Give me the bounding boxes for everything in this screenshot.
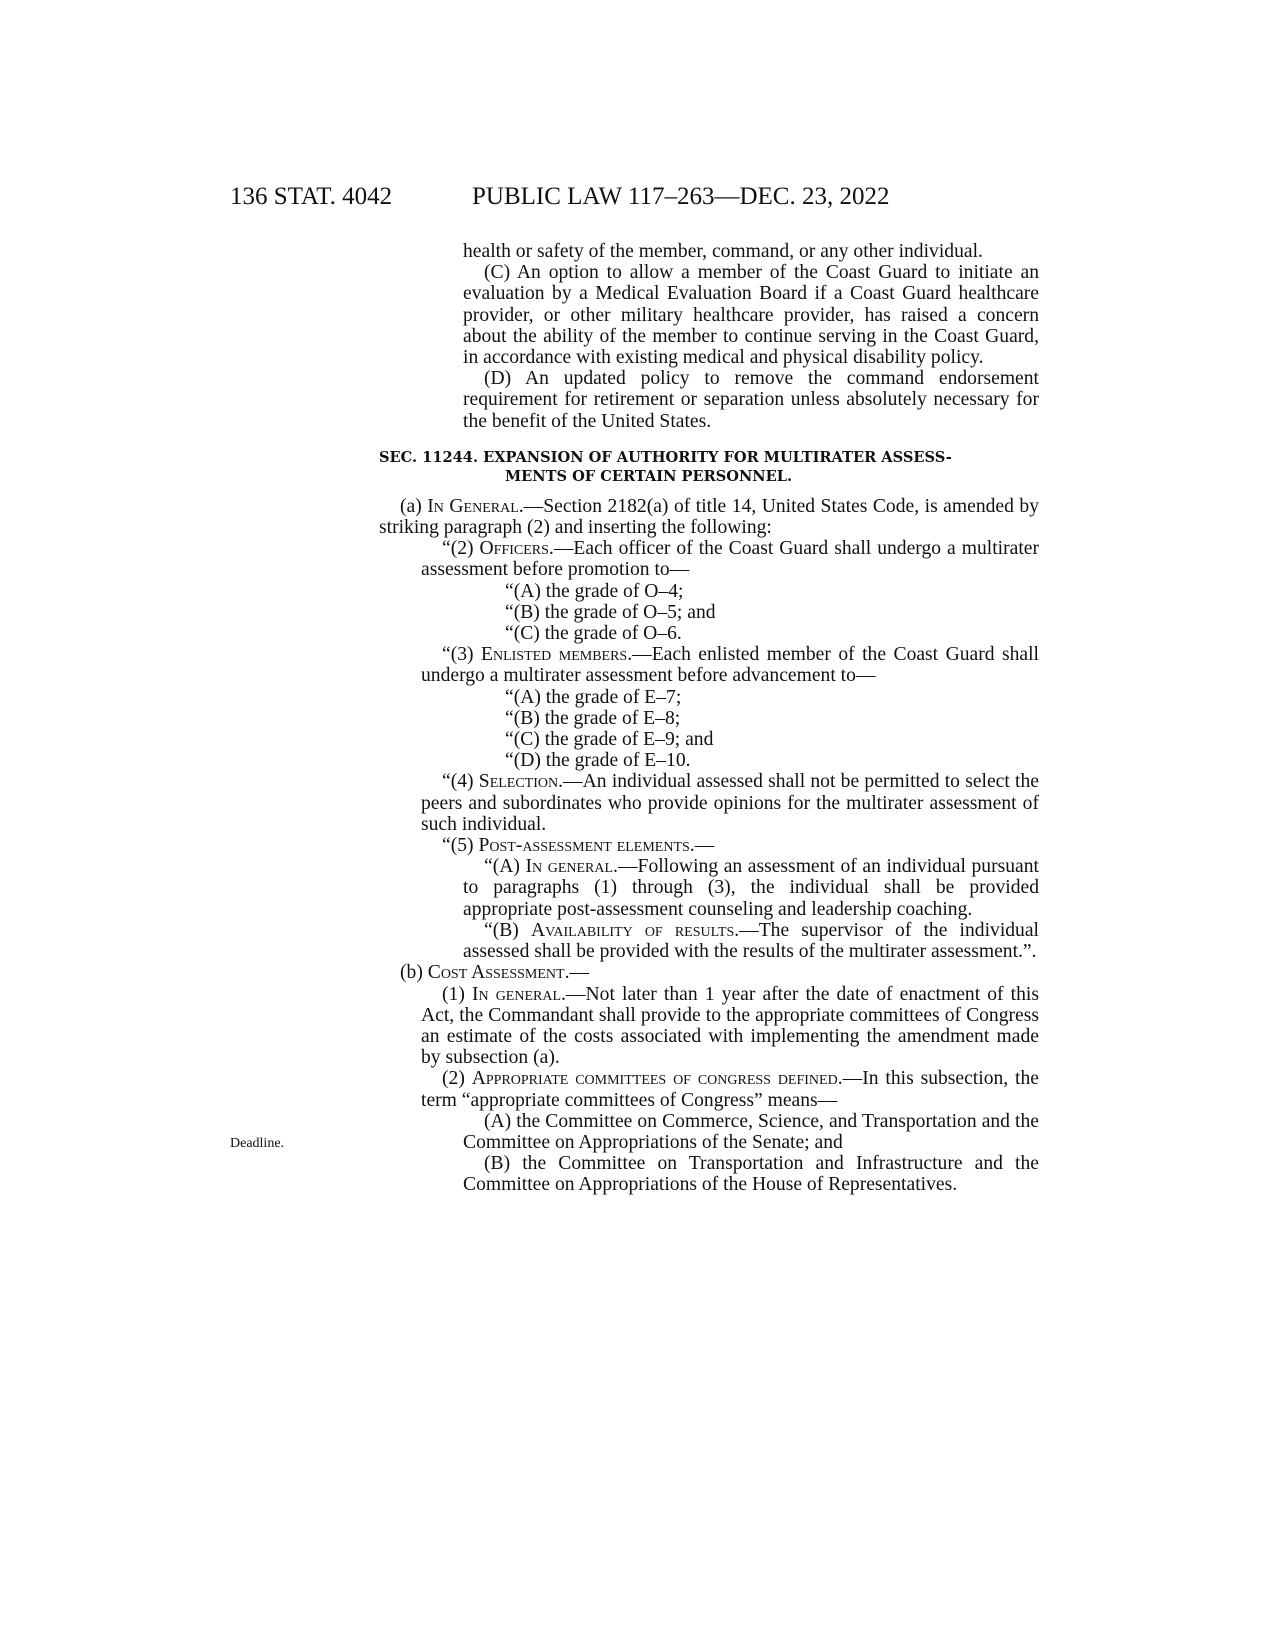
b2-heading: Appropriate committees of congress defined.	[471, 1068, 843, 1090]
list-item: “(A) the grade of E–7;	[505, 686, 682, 708]
paragraph-5-post-assessment: “(5) Post-assessment elements.—	[442, 835, 715, 857]
margin-note-deadline: Deadline.	[230, 1136, 285, 1151]
paragraph-b2B: (B) the Committee on Transportation and Infrastructure and the Committee on Appropriations of the House of Representatives.	[463, 1153, 1039, 1196]
enlisted-heading: Enlisted members.	[481, 644, 633, 666]
paragraph-2-officers: “(2) Officers.—Each officer of the Coast Guard shall undergo a multirater assessment before promotion to—	[421, 538, 1039, 581]
paragraph-D: (D) An updated policy to remove the command endorsement requirement for retirement or separation unless absolutely necessary for the benefit of the United States.	[463, 368, 1039, 432]
paragraph-5A: “(A) In general.—Following an assessment of an individual pursuant to paragraphs (1) through (3), the individual shall be provided appropriate post-assessment counseling and leadership coaching.	[463, 856, 1039, 920]
paragraph-b2A: (A) the Committee on Commerce, Science, and Transportation and the Committee on Appropriations of the Senate; and	[463, 1110, 1039, 1153]
paragraph-C: (C) An option to allow a member of the Coast Guard to initiate an evaluation by a Medical Evaluation Board if a Coast Guard healthcare provider, or other military healthcare provider, has raised a concern about the ability of the member to continue serving in the Coast Guard, in accordance with existing medical and physical disability policy.	[463, 262, 1039, 369]
subsection-a: (a) In General.—Section 2182(a) of title 14, United States Code, is amended by striking paragraph (2) and inserting the following:	[379, 495, 1040, 539]
paragraph-3-enlisted: “(3) Enlisted members.—Each enlisted member of the Coast Guard shall undergo a multirater assessment before advancement to—	[421, 644, 1039, 687]
subsection-b: (b) Cost Assessment.—	[400, 962, 590, 984]
paragraph-b1: (1) In general.—Not later than 1 year after the date of enactment of this Act, the Commandant shall provide to the appropriate committees of Congress an estimate of the costs associated with implementing the amendment made by subsection (a).	[421, 983, 1039, 1069]
b1-heading: In general.	[471, 983, 566, 1005]
list-item: “(C) the grade of O–6.	[505, 623, 682, 645]
officers-heading: Officers.	[479, 538, 554, 560]
stat-reference: 136 STAT. 4042	[230, 183, 393, 210]
subsection-a-heading: In General.	[427, 495, 524, 517]
paragraph-continuation: health or safety of the member, command, or any other individual.	[463, 241, 983, 262]
post-assessment-heading: Post-assessment elements.	[478, 835, 695, 857]
list-item: “(D) the grade of E–10.	[505, 750, 691, 772]
paragraph-4-selection: “(4) Selection.—An individual assessed shall not be permitted to select the peers and subordinates who provide opinions for the multirater assessment of such individual.	[421, 771, 1039, 835]
section-heading-line2: MENTS OF CERTAIN PERSONNEL.	[505, 467, 793, 485]
document-body	[379, 241, 1039, 1196]
availability-heading: Availability of results.	[530, 919, 740, 941]
list-item: “(A) the grade of O–4;	[505, 580, 684, 602]
list-item: “(C) the grade of E–9; and	[505, 729, 714, 751]
list-item: “(B) the grade of O–5; and	[505, 601, 716, 623]
section-heading	[379, 448, 1039, 486]
law-title: PUBLIC LAW 117–263—DEC. 23, 2022	[472, 183, 890, 210]
in-general-heading: In general.	[525, 856, 618, 878]
paragraph-5B: “(B) Availability of results.—The supervisor of the individual assessed shall be provided with the results of the multirater assessment.”.	[463, 919, 1039, 963]
selection-heading: Selection.	[478, 771, 564, 793]
cost-assessment-heading: Cost Assessment.	[427, 962, 570, 984]
section-heading-line1: SEC. 11244. EXPANSION OF AUTHORITY FOR MULTIRATER ASSESS-	[379, 448, 952, 466]
paragraph-b2: (2) Appropriate committees of congress defined.—In this subsection, the term “appropriate committees of Congress” means—	[421, 1068, 1039, 1111]
list-item: “(B) the grade of E–8;	[505, 707, 681, 729]
